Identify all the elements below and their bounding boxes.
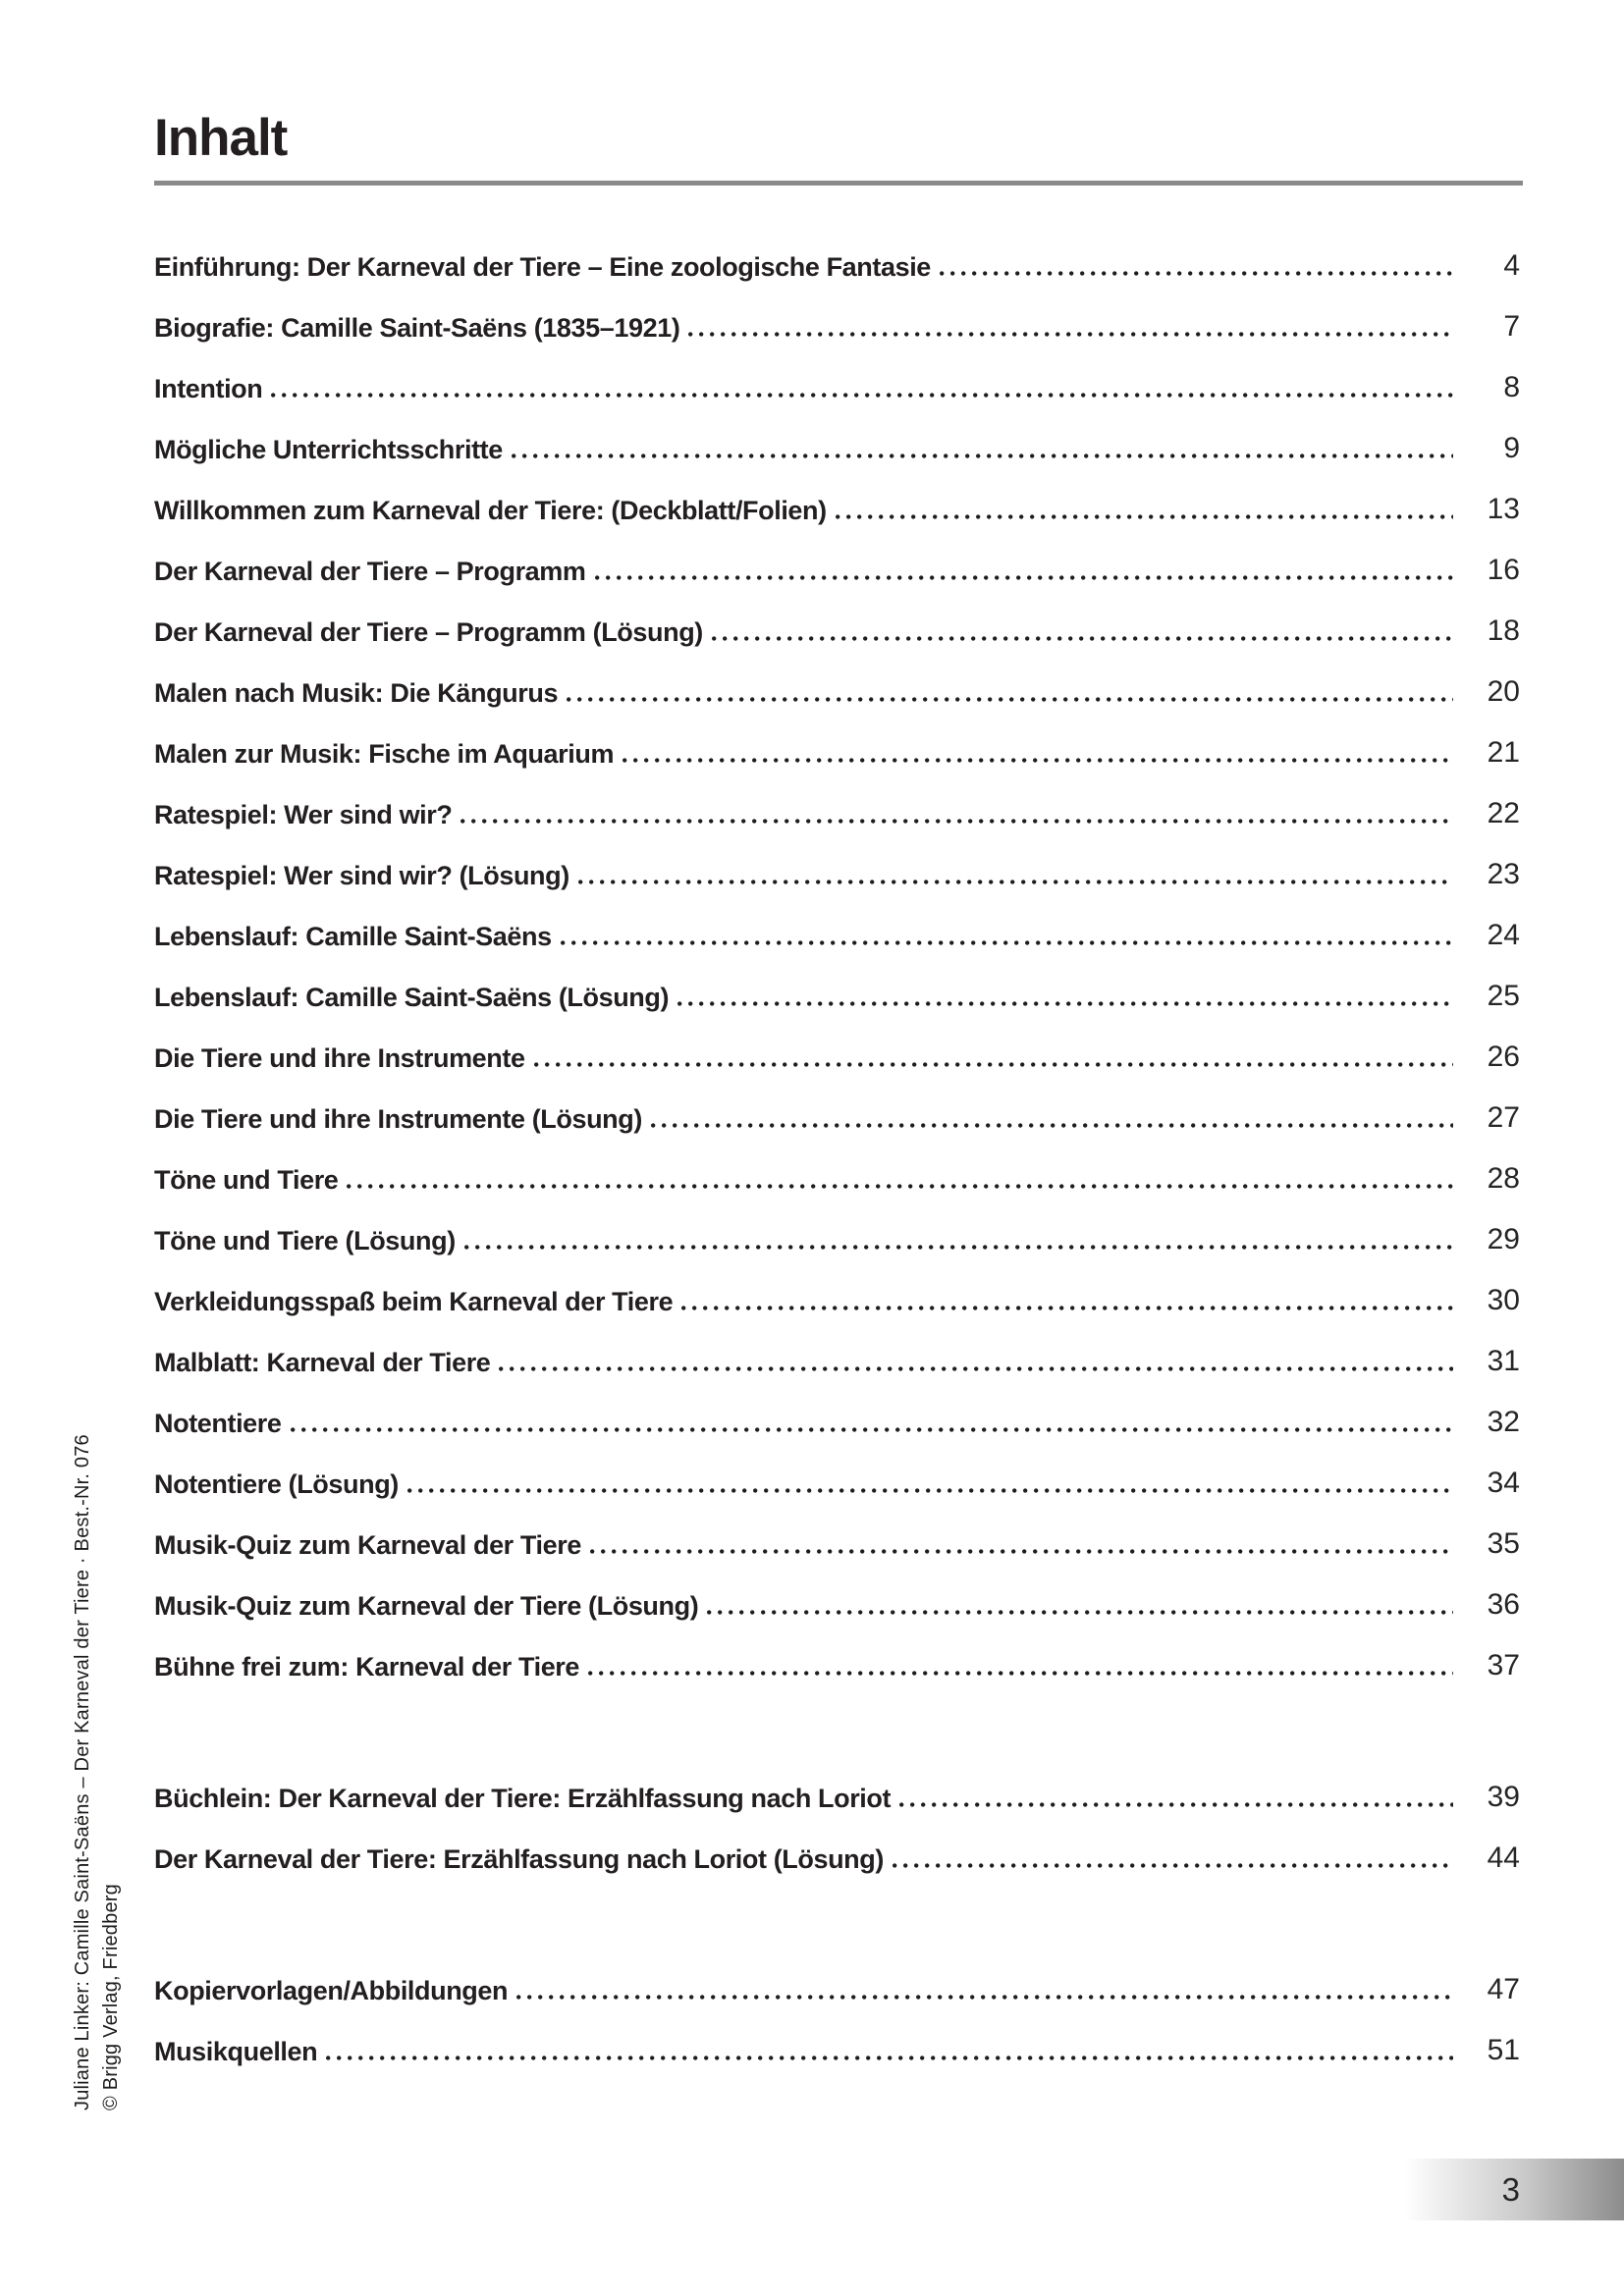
toc-entry bbox=[154, 768, 1520, 828]
toc-entry bbox=[154, 220, 1520, 281]
toc-entry bbox=[154, 342, 1520, 402]
toc-entry-label: Malblatt: Karneval der Tiere bbox=[154, 1348, 491, 1377]
toc-entry-page: 25 bbox=[1487, 980, 1520, 1012]
toc-entry-label: Malen nach Musik: Die Kängurus bbox=[154, 678, 559, 708]
dotted-leader bbox=[651, 1123, 1453, 1128]
toc-entry bbox=[154, 1559, 1520, 1620]
toc-entry bbox=[154, 1133, 1520, 1194]
dotted-leader bbox=[836, 514, 1453, 519]
toc-entry-label: Der Karneval der Tiere – Programm bbox=[154, 557, 586, 586]
dotted-leader bbox=[712, 636, 1453, 641]
toc-entry-label: Notentiere (Lösung) bbox=[154, 1469, 399, 1499]
toc-entry-page: 26 bbox=[1487, 1041, 1520, 1073]
toc-entry-page: 22 bbox=[1487, 797, 1520, 829]
sidebar-imprint bbox=[69, 1434, 126, 2110]
toc-entry bbox=[154, 707, 1520, 768]
toc-group bbox=[154, 1944, 1520, 2065]
dotted-leader bbox=[464, 1245, 1453, 1250]
toc-entry-label: Der Karneval der Tiere – Programm (Lösung) bbox=[154, 617, 703, 647]
dotted-leader bbox=[499, 1366, 1453, 1371]
dotted-leader bbox=[940, 271, 1453, 276]
toc-entry-page: 27 bbox=[1487, 1101, 1520, 1134]
toc-entry bbox=[154, 1194, 1520, 1255]
toc-entry-label: Die Tiere und ihre Instrumente (Lösung) bbox=[154, 1104, 642, 1134]
toc-entry-page: 51 bbox=[1487, 2034, 1520, 2066]
toc-entry-page: 36 bbox=[1487, 1588, 1520, 1621]
toc-list bbox=[154, 220, 1520, 2065]
toc-entry-page: 34 bbox=[1487, 1467, 1520, 1499]
dotted-leader bbox=[561, 940, 1453, 945]
toc-entry-page: 37 bbox=[1487, 1649, 1520, 1682]
toc-entry-page: 44 bbox=[1487, 1842, 1520, 1874]
toc-entry-page: 30 bbox=[1487, 1284, 1520, 1316]
toc-entry bbox=[154, 1944, 1520, 2004]
toc-entry bbox=[154, 1751, 1520, 1812]
toc-entry-page: 18 bbox=[1487, 614, 1520, 647]
toc-entry-label: Kopiervorlagen/Abbildungen bbox=[154, 1976, 509, 2005]
toc-entry bbox=[154, 1072, 1520, 1133]
toc-entry-label: Musik-Quiz zum Karneval der Tiere bbox=[154, 1530, 581, 1560]
toc-entry-label: Lebenslauf: Camille Saint-Saëns bbox=[154, 922, 552, 951]
toc-entry-label: Musik-Quiz zum Karneval der Tiere (Lösung) bbox=[154, 1591, 699, 1621]
toc-entry bbox=[154, 585, 1520, 646]
dotted-leader bbox=[460, 819, 1453, 824]
dotted-leader bbox=[688, 332, 1453, 337]
toc-entry-label: Töne und Tiere (Lösung) bbox=[154, 1226, 456, 1255]
toc-entry bbox=[154, 524, 1520, 585]
toc-entry-page: 24 bbox=[1487, 919, 1520, 951]
toc-entry-page: 9 bbox=[1503, 432, 1520, 464]
dotted-leader bbox=[567, 697, 1453, 702]
toc-entry-page: 32 bbox=[1487, 1406, 1520, 1438]
toc-entry-label: Lebenslauf: Camille Saint-Saëns (Lösung) bbox=[154, 983, 670, 1012]
toc-entry bbox=[154, 646, 1520, 707]
toc-entry bbox=[154, 1011, 1520, 1072]
toc-entry-page: 8 bbox=[1503, 371, 1520, 403]
toc-entry bbox=[154, 1437, 1520, 1498]
toc-group bbox=[154, 220, 1520, 1681]
toc-entry-page: 21 bbox=[1487, 736, 1520, 769]
dotted-leader bbox=[271, 393, 1453, 398]
toc-entry bbox=[154, 889, 1520, 950]
dotted-leader bbox=[326, 2056, 1453, 2060]
toc-entry-page: 35 bbox=[1487, 1527, 1520, 1560]
toc-entry-page: 47 bbox=[1487, 1973, 1520, 2005]
toc-entry-label: Verkleidungsspaß beim Karneval der Tiere bbox=[154, 1287, 674, 1316]
page-number: 3 bbox=[1501, 2171, 1520, 2208]
dotted-leader bbox=[512, 454, 1453, 458]
dotted-leader bbox=[578, 880, 1453, 884]
dotted-leader bbox=[899, 1802, 1453, 1807]
toc-entry-page: 31 bbox=[1487, 1345, 1520, 1377]
toc-entry-page: 4 bbox=[1503, 249, 1520, 282]
toc-entry bbox=[154, 1315, 1520, 1376]
toc-entry-label: Intention bbox=[154, 374, 263, 403]
toc-entry-label: Töne und Tiere bbox=[154, 1165, 339, 1195]
toc-entry bbox=[154, 950, 1520, 1011]
toc-entry-label: Die Tiere und ihre Instrumente bbox=[154, 1043, 525, 1073]
toc-entry-label: Ratespiel: Wer sind wir? (Lösung) bbox=[154, 861, 569, 890]
dotted-leader bbox=[534, 1062, 1453, 1067]
imprint-line-author: Juliane Linker: Camille Saint-Saëns – Der Karneval der Tiere · Best.-Nr. 076 bbox=[72, 1434, 93, 2110]
dotted-leader bbox=[590, 1549, 1453, 1554]
dotted-leader bbox=[407, 1488, 1453, 1493]
toc-entry-page: 7 bbox=[1503, 310, 1520, 343]
toc-entry-page: 39 bbox=[1487, 1781, 1520, 1813]
toc-entry bbox=[154, 1255, 1520, 1315]
toc-entry bbox=[154, 1376, 1520, 1437]
footer-page-bar bbox=[1404, 2159, 1624, 2220]
dotted-leader bbox=[623, 758, 1453, 763]
toc-group bbox=[154, 1751, 1520, 1873]
toc-entry-label: Ratespiel: Wer sind wir? bbox=[154, 800, 453, 829]
toc-entry bbox=[154, 463, 1520, 524]
imprint-line-publisher: © Brigg Verlag, Friedberg bbox=[100, 1884, 122, 2110]
toc-entry-label: Der Karneval der Tiere: Erzählfassung nach Loriot (Lösung) bbox=[154, 1844, 884, 1874]
dotted-leader bbox=[677, 1001, 1453, 1006]
dotted-leader bbox=[595, 575, 1453, 580]
toc-entry-label: Musikquellen bbox=[154, 2037, 318, 2066]
toc-entry-label: Bühne frei zum: Karneval der Tiere bbox=[154, 1652, 580, 1682]
dotted-leader bbox=[516, 1995, 1453, 2000]
page-title: Inhalt bbox=[154, 109, 288, 167]
toc-entry bbox=[154, 281, 1520, 342]
toc-entry bbox=[154, 1620, 1520, 1681]
title-rule bbox=[154, 181, 1523, 186]
toc-entry-label: Büchlein: Der Karneval der Tiere: Erzählfassung nach Loriot bbox=[154, 1784, 892, 1813]
toc-entry-page: 20 bbox=[1487, 675, 1520, 708]
dotted-leader bbox=[347, 1184, 1453, 1189]
toc-entry-page: 16 bbox=[1487, 554, 1520, 586]
toc-entry-page: 28 bbox=[1487, 1162, 1520, 1195]
toc-entry-label: Biografie: Camille Saint-Saëns (1835–1921) bbox=[154, 313, 680, 343]
toc-entry bbox=[154, 828, 1520, 889]
toc-entry bbox=[154, 402, 1520, 463]
toc-entry-label: Mögliche Unterrichtsschritte bbox=[154, 435, 503, 464]
dotted-leader bbox=[893, 1863, 1453, 1868]
toc-entry bbox=[154, 2004, 1520, 2065]
toc-entry-label: Notentiere bbox=[154, 1409, 282, 1438]
dotted-leader bbox=[588, 1671, 1453, 1676]
toc-entry-page: 23 bbox=[1487, 858, 1520, 890]
toc-entry bbox=[154, 1498, 1520, 1559]
toc-entry-label: Einführung: Der Karneval der Tiere – Eine zoologische Fantasie bbox=[154, 252, 931, 282]
dotted-leader bbox=[681, 1306, 1453, 1310]
toc-entry-label: Willkommen zum Karneval der Tiere: (Deckblatt/Folien) bbox=[154, 496, 827, 525]
toc-entry-page: 13 bbox=[1487, 493, 1520, 525]
toc-entry-page: 29 bbox=[1487, 1223, 1520, 1255]
dotted-leader bbox=[291, 1427, 1453, 1432]
toc-entry-label: Malen zur Musik: Fische im Aquarium bbox=[154, 739, 615, 769]
dotted-leader bbox=[707, 1610, 1453, 1615]
toc-entry bbox=[154, 1812, 1520, 1873]
